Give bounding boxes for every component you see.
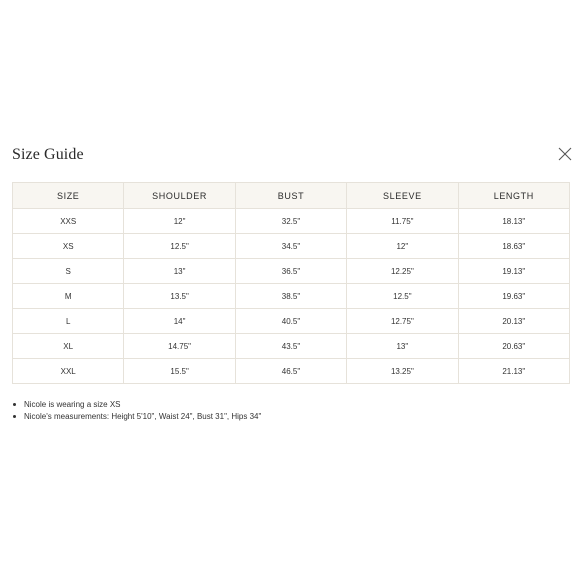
cell-bust: 32.5" [235,209,346,234]
cell-length: 18.63" [458,234,569,259]
table-row [13,209,570,234]
cell-bust: 40.5" [235,309,346,334]
cell-bust: 36.5" [235,259,346,284]
cell-shoulder: 15.5" [124,359,235,384]
cell-length: 19.63" [458,284,569,309]
note-text: Nicole's measurements: Height 5'10", Waist 24", Bust 31", Hips 34" [24,412,262,421]
size-table [12,182,570,384]
table-header-row [13,183,570,209]
table-row [13,309,570,334]
note-text: Nicole is wearing a size XS [24,400,121,409]
cell-shoulder: 12.5" [124,234,235,259]
cell-bust: 34.5" [235,234,346,259]
column-header-shoulder: SHOULDER [124,183,235,209]
cell-shoulder: 13.5" [124,284,235,309]
cell-sleeve: 13" [347,334,458,359]
cell-bust: 38.5" [235,284,346,309]
list-item [12,411,261,423]
column-header-size: SIZE [13,183,124,209]
column-header-length: LENGTH [458,183,569,209]
cell-size: XXS [13,209,124,234]
cell-bust: 43.5" [235,334,346,359]
cell-sleeve: 12.75" [347,309,458,334]
table-row [13,234,570,259]
table-row [13,284,570,309]
table-row [13,359,570,384]
cell-sleeve: 12.25" [347,259,458,284]
bullet-icon [13,403,16,406]
cell-length: 20.63" [458,334,569,359]
cell-shoulder: 14.75" [124,334,235,359]
cell-size: L [13,309,124,334]
cell-size: S [13,259,124,284]
close-icon[interactable] [557,146,573,162]
cell-shoulder: 13" [124,259,235,284]
cell-size: XL [13,334,124,359]
column-header-sleeve: SLEEVE [347,183,458,209]
cell-shoulder: 12" [124,209,235,234]
cell-length: 20.13" [458,309,569,334]
model-notes-list [12,399,261,423]
list-item [12,399,261,411]
table-row [13,334,570,359]
cell-sleeve: 13.25" [347,359,458,384]
cell-size: M [13,284,124,309]
cell-size: XS [13,234,124,259]
cell-length: 19.13" [458,259,569,284]
cell-size: XXL [13,359,124,384]
cell-sleeve: 12" [347,234,458,259]
cell-length: 21.13" [458,359,569,384]
cell-sleeve: 11.75" [347,209,458,234]
modal-title: Size Guide [12,146,84,163]
column-header-bust: BUST [235,183,346,209]
cell-sleeve: 12.5" [347,284,458,309]
bullet-icon [13,415,16,418]
cell-length: 18.13" [458,209,569,234]
cell-shoulder: 14" [124,309,235,334]
cell-bust: 46.5" [235,359,346,384]
table-row [13,259,570,284]
